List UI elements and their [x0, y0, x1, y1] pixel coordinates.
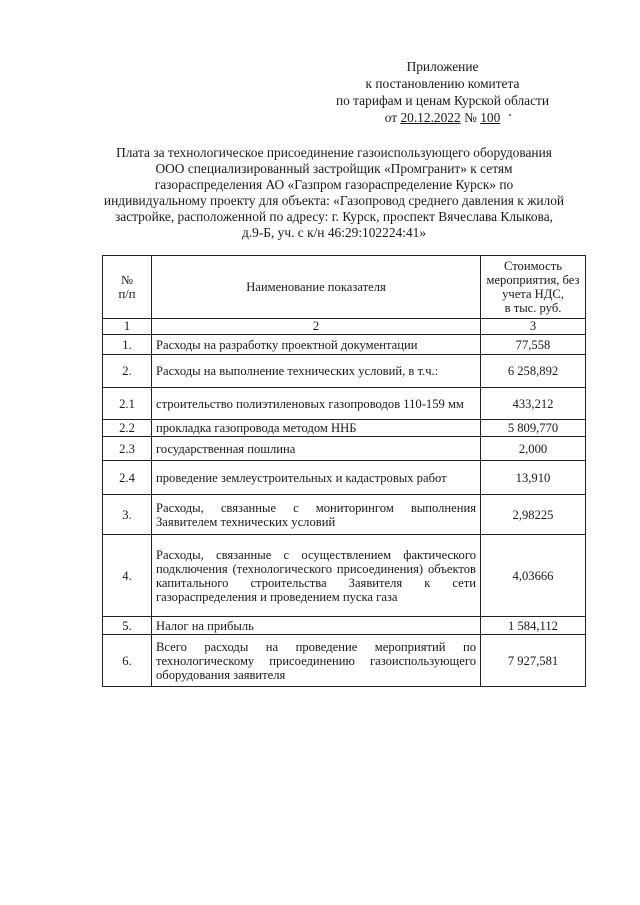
column-index: 1	[103, 319, 152, 335]
title-line: Плата за технологическое присоединение газоиспользующего оборудования	[116, 145, 552, 160]
row-name: Расходы на выполнение технических условий, в т.ч.:	[152, 355, 481, 388]
row-name: Расходы, связанные с мониторингом выполнения Заявителем технических условий	[152, 495, 481, 535]
row-value: 7 927,581	[481, 635, 586, 687]
row-value: 13,910	[481, 461, 586, 495]
resolution-date: 20.12.2022	[400, 110, 461, 125]
table-row	[103, 420, 586, 437]
table-row	[103, 437, 586, 461]
table-row	[103, 335, 586, 355]
row-name: прокладка газопровода методом ННБ	[152, 420, 481, 437]
row-num: 5.	[103, 617, 152, 635]
appendix-header	[300, 58, 585, 126]
table-row	[103, 535, 586, 617]
row-num: 1.	[103, 335, 152, 355]
row-num: 6.	[103, 635, 152, 687]
resolution-number: 100	[480, 110, 501, 125]
header-num: № п/п	[103, 256, 152, 319]
title-line: д.9-Б, уч. с к/н 46:29:102224:41»	[241, 225, 427, 240]
row-name: Расходы на разработку проектной документации	[152, 335, 481, 355]
row-num: 2.3	[103, 437, 152, 461]
title-line: застройке, расположенной по адресу: г. Курск, проспект Вячеслава Клыкова,	[114, 209, 553, 224]
table-row	[103, 355, 586, 388]
row-name: Налог на прибыль	[152, 617, 481, 635]
row-num: 3.	[103, 495, 152, 535]
cost-table	[102, 255, 586, 687]
row-value: 1 584,112	[481, 617, 586, 635]
column-index: 3	[481, 319, 586, 335]
appendix-date-line	[300, 109, 585, 126]
stray-mark	[509, 114, 511, 116]
date-prefix: от	[384, 110, 398, 125]
appendix-label: Приложение	[406, 59, 479, 74]
row-value: 6 258,892	[481, 355, 586, 388]
column-index-row	[103, 319, 586, 335]
table-row	[103, 461, 586, 495]
row-value: 2,000	[481, 437, 586, 461]
row-value: 2,98225	[481, 495, 586, 535]
row-num: 2.2	[103, 420, 152, 437]
header-name: Наименование показателя	[152, 256, 481, 319]
row-num: 2.1	[103, 388, 152, 420]
table-row	[103, 635, 586, 687]
number-sign: №	[464, 110, 477, 125]
row-num: 2.4	[103, 461, 152, 495]
title-line: индивидуальному проекту для объекта: «Газопровод среднего давления к жилой	[103, 193, 565, 208]
row-value: 4,03666	[481, 535, 586, 617]
row-name: Всего расходы на проведение мероприятий по технологическому присоединению газоиспользующего оборудования заявителя	[152, 635, 481, 687]
row-name: строительство полиэтиленовых газопроводов 110-159 мм	[152, 388, 481, 420]
appendix-resolution-ref: к постановлению комитета	[365, 76, 520, 91]
row-num: 4.	[103, 535, 152, 617]
table-row	[103, 495, 586, 535]
table-row	[103, 617, 586, 635]
row-value: 5 809,770	[481, 420, 586, 437]
row-name: Расходы, связанные с осуществлением фактического подключения (технологического присоединения) объектов капитального строительства Заявителя к сети газораспределения и проведением пуска газа	[152, 535, 481, 617]
table-row	[103, 388, 586, 420]
appendix-committee: по тарифам и ценам Курской области	[335, 93, 550, 108]
title-line: ООО специализированный застройщик «Промгранит» к сетям	[155, 161, 513, 176]
table-header-row	[103, 256, 586, 319]
header-cost: Стоимость мероприятия, без учета НДС, в тыс. руб.	[481, 256, 586, 319]
row-value: 433,212	[481, 388, 586, 420]
row-name: государственная пошлина	[152, 437, 481, 461]
document-title	[86, 145, 582, 241]
title-line: газораспределения АО «Газпром газораспределение Курск» по	[154, 177, 514, 192]
row-name: проведение землеустроительных и кадастровых работ	[152, 461, 481, 495]
column-index: 2	[152, 319, 481, 335]
row-value: 77,558	[481, 335, 586, 355]
row-num: 2.	[103, 355, 152, 388]
